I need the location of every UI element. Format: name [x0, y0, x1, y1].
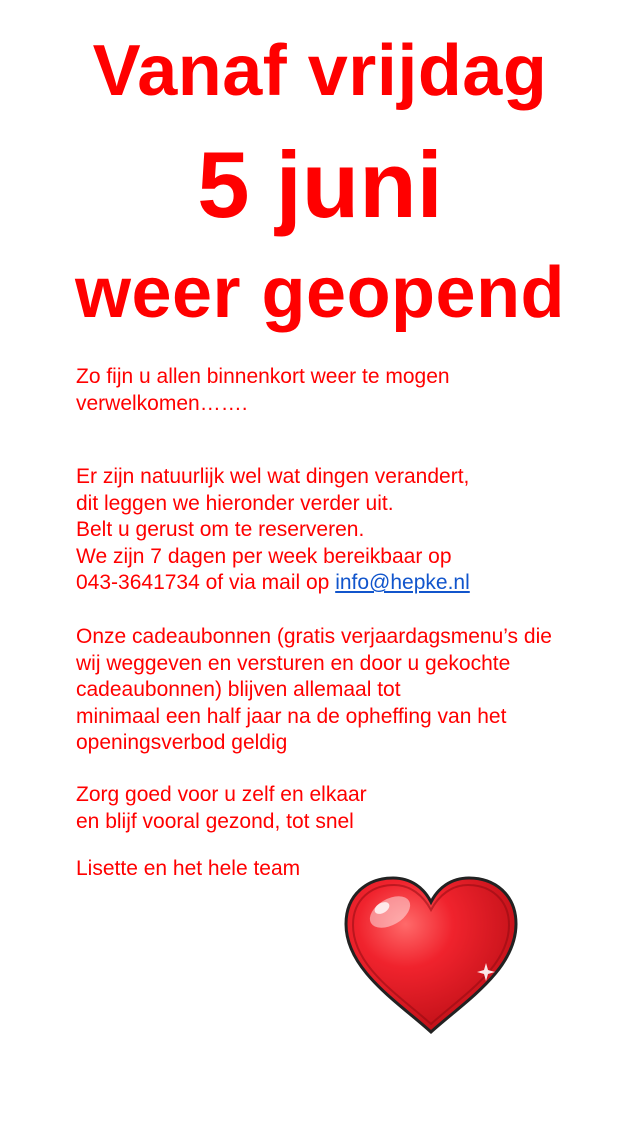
intro-line: verwelkomen…….	[76, 391, 248, 415]
vouchers-line: openingsverbod geldig	[76, 731, 288, 754]
headline-date: 5 juni	[197, 132, 443, 237]
info-paragraph	[76, 464, 616, 597]
contact-line	[76, 570, 616, 597]
info-line: Er zijn natuurlijk wel wat dingen verandert,	[76, 465, 470, 488]
intro-paragraph	[76, 364, 616, 417]
vouchers-paragraph	[76, 624, 616, 757]
headline-line-3: weer geopend	[74, 253, 566, 333]
intro-line: Zo fijn u allen binnenkort weer te mogen	[76, 365, 450, 388]
headline-line-1: Vanaf vrijdag	[92, 31, 548, 111]
vouchers-line: minimaal een half jaar na de opheffing van het	[76, 704, 507, 728]
vouchers-line: Onze cadeaubonnen (gratis verjaardagsmenu’s die	[76, 625, 552, 648]
closing-line: Zorg goed voor u zelf en elkaar	[76, 783, 367, 806]
info-line: We zijn 7 dagen per week bereikbaar op	[76, 544, 452, 568]
info-line: Belt u gerust om te reserveren.	[76, 518, 365, 541]
phone-text: 043-3641734 of via mail op	[76, 571, 336, 594]
closing-line: en blijf vooral gezond, tot snel	[76, 809, 354, 833]
email-link[interactable]: info@hepke.nl	[335, 571, 470, 594]
info-line: dit leggen we hieronder verder uit.	[76, 491, 394, 515]
heart-icon	[338, 872, 524, 1040]
signature-line: Lisette en het hele team	[76, 857, 301, 880]
vouchers-line: wij weggeven en versturen en door u gekochte	[76, 651, 511, 675]
closing-paragraph	[76, 782, 616, 835]
vouchers-line: cadeaubonnen) blijven allemaal tot	[76, 678, 401, 701]
